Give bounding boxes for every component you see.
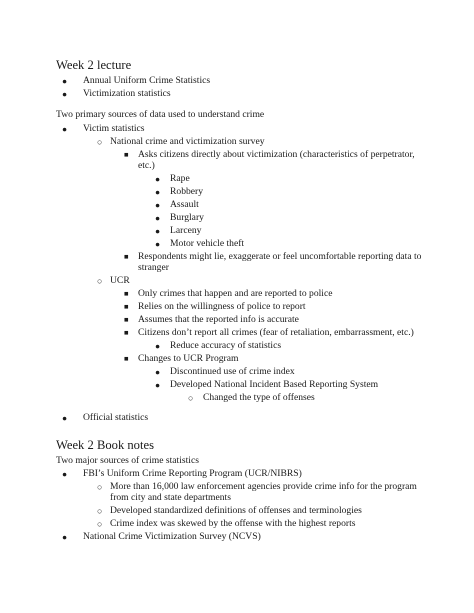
crime-item: Rape bbox=[170, 173, 190, 184]
list-item: Changes to UCR Program bbox=[138, 353, 239, 364]
crime-item: Larceny bbox=[170, 225, 202, 236]
bullet-hollow: ○ bbox=[97, 276, 103, 286]
bullet-filled: ● bbox=[62, 469, 68, 479]
crime-item: Burglary bbox=[170, 212, 204, 223]
list-item: Victimization statistics bbox=[83, 88, 171, 99]
list-item: Citizens don’t report all crimes (fear of retaliation, embarrassment, etc.) bbox=[138, 327, 414, 338]
list-item: Discontinued use of crime index bbox=[170, 366, 295, 377]
bullet-filled: ● bbox=[62, 124, 68, 134]
bullet-square: ■ bbox=[124, 328, 129, 337]
bullet-filled: ● bbox=[62, 532, 68, 542]
list-item: Respondents might lie, exaggerate or feel uncomfortable reporting data to bbox=[138, 251, 422, 262]
bullet-filled: ● bbox=[155, 187, 161, 197]
paragraph-intro: Two primary sources of data used to understand crime bbox=[56, 109, 265, 120]
list-item: Crime index was skewed by the offense with the highest reports bbox=[110, 518, 356, 529]
bullet-square: ■ bbox=[124, 354, 129, 363]
list-item-continuation: stranger bbox=[138, 262, 169, 273]
list-item: Developed standardized definitions of offenses and terminologies bbox=[110, 505, 362, 516]
bullet-filled: ● bbox=[155, 174, 161, 184]
bullet-filled: ● bbox=[155, 213, 161, 223]
list-item: Changed the type of offenses bbox=[203, 392, 315, 403]
heading-week2-book-notes: Week 2 Book notes bbox=[56, 438, 154, 452]
bullet-square: ■ bbox=[124, 150, 129, 159]
bullet-hollow: ○ bbox=[188, 393, 194, 403]
crime-item: Assault bbox=[170, 199, 199, 210]
bullet-filled: ● bbox=[155, 380, 161, 390]
list-item-continuation: etc.) bbox=[138, 160, 155, 171]
crime-item: Motor vehicle theft bbox=[170, 238, 245, 249]
list-item: Official statistics bbox=[83, 412, 149, 423]
bullet-square: ■ bbox=[124, 302, 129, 311]
bullet-hollow: ○ bbox=[97, 482, 103, 492]
bullet-square: ■ bbox=[124, 315, 129, 324]
bullet-square: ■ bbox=[124, 289, 129, 298]
bullet-filled: ● bbox=[155, 367, 161, 377]
paragraph-intro: Two major sources of crime statistics bbox=[56, 455, 199, 466]
list-item: Reduce accuracy of statistics bbox=[170, 340, 282, 351]
bullet-filled: ● bbox=[155, 200, 161, 210]
list-item: Developed National Incident Based Reporting System bbox=[170, 379, 379, 390]
list-item: Only crimes that happen and are reported to police bbox=[138, 288, 333, 299]
bullet-filled: ● bbox=[155, 239, 161, 249]
bullet-filled: ● bbox=[62, 89, 68, 99]
list-item: Relies on the willingness of police to report bbox=[138, 301, 306, 312]
list-item: National crime and victimization survey bbox=[110, 136, 265, 147]
list-item: UCR bbox=[110, 275, 130, 286]
bullet-filled: ● bbox=[62, 413, 68, 423]
list-item: FBI’s Uniform Crime Reporting Program (UCR/NIBRS) bbox=[83, 468, 302, 479]
list-item: Asks citizens directly about victimization (characteristics of perpetrator, bbox=[138, 149, 415, 160]
list-item: More than 16,000 law enforcement agencies provide crime info for the program bbox=[110, 481, 417, 492]
bullet-square: ■ bbox=[124, 252, 129, 261]
bullet-hollow: ○ bbox=[97, 137, 103, 147]
list-item: Annual Uniform Crime Statistics bbox=[83, 75, 211, 86]
list-item: National Crime Victimization Survey (NCVS) bbox=[83, 531, 261, 542]
list-item-continuation: from city and state departments bbox=[110, 492, 231, 503]
crime-item: Robbery bbox=[170, 186, 204, 197]
list-item: Assumes that the reported info is accurate bbox=[138, 314, 299, 325]
bullet-filled: ● bbox=[155, 341, 161, 351]
bullet-hollow: ○ bbox=[97, 506, 103, 516]
heading-week2-lecture: Week 2 lecture bbox=[56, 58, 132, 72]
bullet-hollow: ○ bbox=[97, 519, 103, 529]
bullet-filled: ● bbox=[155, 226, 161, 236]
bullet-filled: ● bbox=[62, 76, 68, 86]
list-item: Victim statistics bbox=[83, 123, 145, 134]
